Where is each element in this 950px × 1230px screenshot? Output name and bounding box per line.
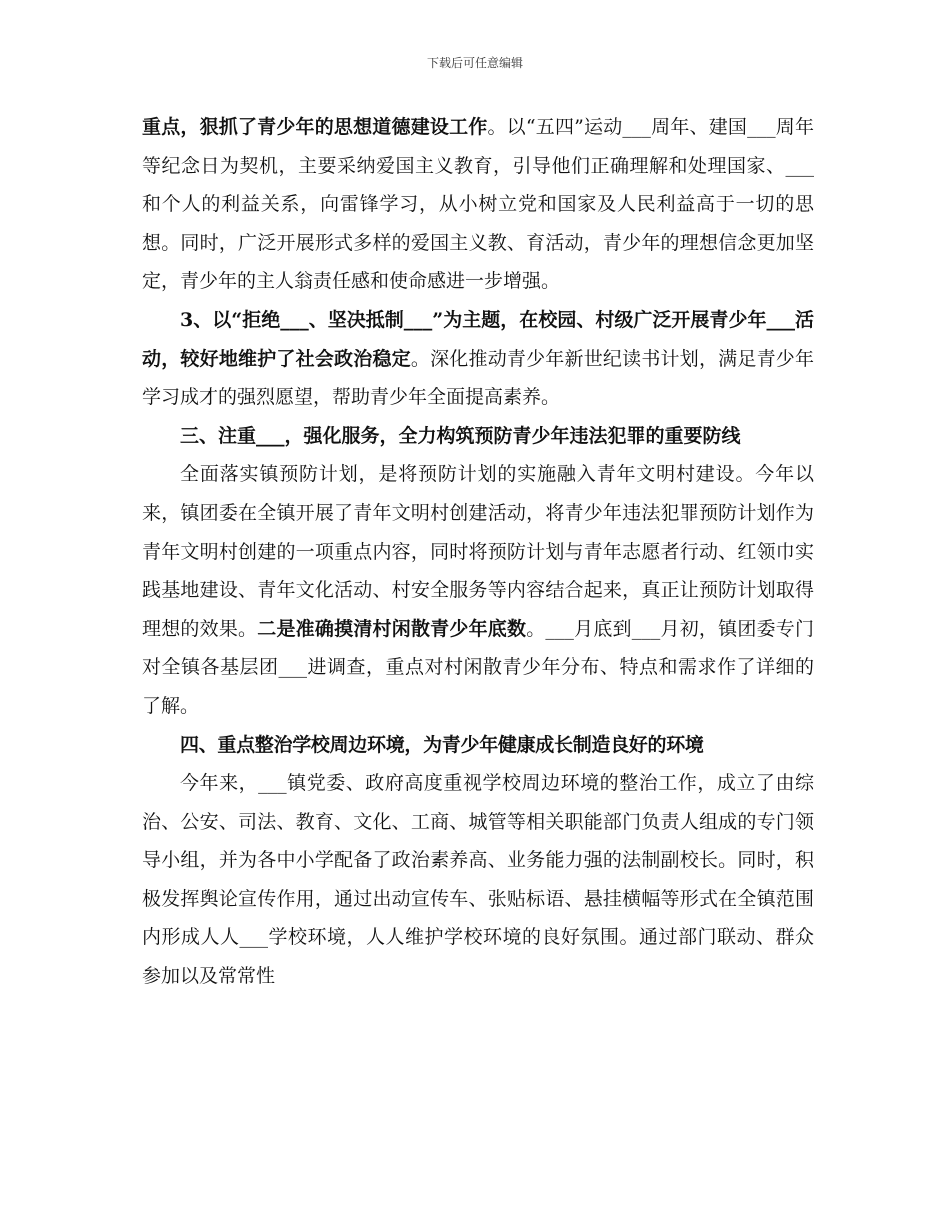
paragraph-anti-cult-campaign — [142, 301, 814, 417]
paragraph-moral-education — [142, 108, 814, 301]
paragraph-text: 全面落实镇预防计划，是将预防计划的实施融入青年文明村建设。今年以来，镇团委在全镇开展了青年文明村创建活动，将青少年违法犯罪预防计划作为青年文明村创建的一项重点内容，同时将预防计划与青年志愿者行动、红领巾实践基地建设、青年文化活动、村安全服务等内容结合起来，真正让预防计划取得理想的效果。 — [142, 463, 814, 640]
paragraph-bold-lead: 3、以“拒绝___、坚决抵制___”为主题，在校园、村级广泛开展青少年___活动，较好地维护了社会政治稳定 — [142, 308, 814, 370]
paragraph-text: 。深化推动青少年新世纪读书计划，满足青少年学习成才的强烈愿望，帮助青少年全面提高素养。 — [142, 347, 814, 409]
paragraph-prevention-plan — [142, 455, 814, 725]
page-header: 下载后可任意编辑 — [426, 56, 523, 70]
document-body — [142, 108, 814, 996]
section-heading-3: 三、注重___，强化服务，全力构筑预防青少年违法犯罪的重要防线 — [180, 424, 741, 447]
paragraph-bold-lead: 重点，狠抓了青少年的思想道德建设工作 — [142, 116, 488, 138]
paragraph-text: 今年来，___镇党委、政府高度重视学校周边环境的整治工作，成立了由综治、公安、司法、教育、文化、工商、城管等相关职能部门负责人组成的专门领导小组，并为各中小学配备了政治素养高、业务能力强的法制副校长。同时，积极发挥舆论宣传作用，通过出动宣传车、张贴标语、悬挂横幅等形式在全镇范围内形成人人___学校环境，人人维护学校环境的良好氛围。通过部门联动、群众参加以及常常性 — [142, 772, 814, 988]
section-heading-4: 四、重点整治学校周边环境，为青少年健康成长制造良好的环境 — [180, 733, 704, 756]
paragraph-bold-inline: 二是准确摸清村闲散青少年底数 — [257, 617, 527, 640]
paragraph-text: 。以“五四”运动___周年、建国___周年等纪念日为契机，主要采纳爱国主义教育，引导他们正确理解和处理国家、___和个人的利益关系，向雷锋学习，从小树立党和国家及人民利益高于一切的思想。同时，广泛开展形式多样的爱国主义教、育活动，青少年的理想信念更加坚定，青少年的主人翁责任感和使命感进一步增强。 — [142, 116, 814, 293]
paragraph-school-environment — [142, 764, 814, 996]
paragraph-text-continued: 。___月底到___月初，镇团委专门对全镇各基层团___进调查，重点对村闲散青少年分布、特点和需求作了详细的了解。 — [142, 617, 814, 717]
